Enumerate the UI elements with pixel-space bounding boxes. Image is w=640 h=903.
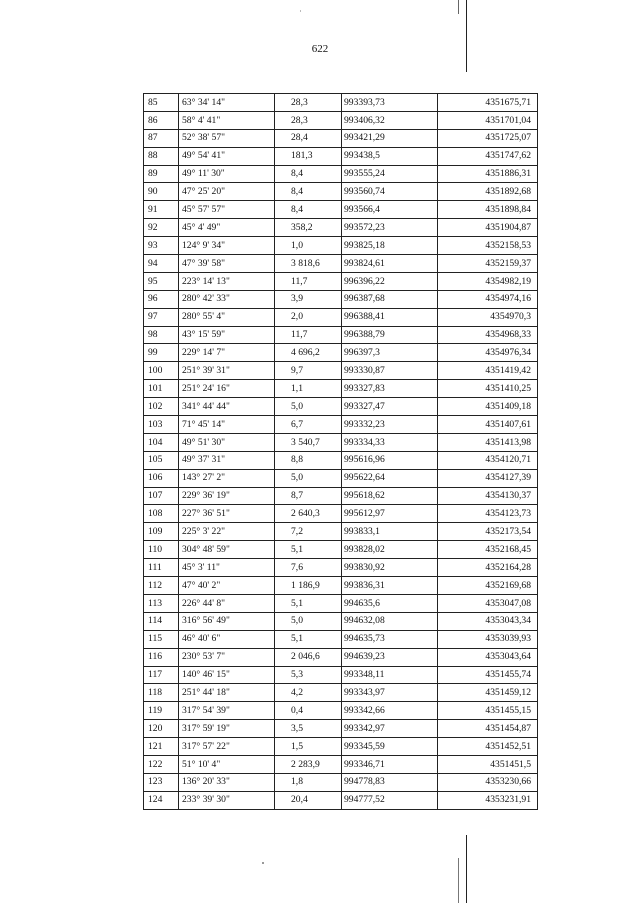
- direction-angle-cell: 49° 54' 41": [179, 147, 275, 165]
- y-coordinate-cell: 4351409,18: [438, 398, 538, 416]
- direction-angle-cell: 47° 40' 2": [179, 577, 275, 595]
- table-row: [144, 720, 538, 738]
- x-coordinate-cell: 994639,23: [342, 648, 438, 666]
- point-number-cell: 88: [144, 147, 179, 165]
- distance-cell: 1,8: [275, 773, 342, 791]
- x-coordinate-cell: 994778,83: [342, 773, 438, 791]
- distance-cell: 5,0: [275, 612, 342, 630]
- point-number-cell: 120: [144, 720, 179, 738]
- table-row: [144, 416, 538, 434]
- distance-cell: 7,6: [275, 559, 342, 577]
- x-coordinate-cell: 993566,4: [342, 201, 438, 219]
- direction-angle-cell: 49° 37' 31": [179, 451, 275, 469]
- y-coordinate-cell: 4351904,87: [438, 219, 538, 237]
- point-number-cell: 85: [144, 94, 179, 112]
- table-row: [144, 702, 538, 720]
- point-number-cell: 89: [144, 165, 179, 183]
- y-coordinate-cell: 4354970,3: [438, 308, 538, 326]
- distance-cell: 7,2: [275, 523, 342, 541]
- y-coordinate-cell: 4354123,73: [438, 505, 538, 523]
- direction-angle-cell: 251° 39' 31": [179, 362, 275, 380]
- y-coordinate-cell: 4353231,91: [438, 791, 538, 809]
- table-row: [144, 755, 538, 773]
- y-coordinate-cell: 4351455,15: [438, 702, 538, 720]
- table-row: [144, 487, 538, 505]
- direction-angle-cell: 251° 24' 16": [179, 380, 275, 398]
- point-number-cell: 123: [144, 773, 179, 791]
- scan-speck: [262, 862, 264, 864]
- distance-cell: 3 818,6: [275, 255, 342, 273]
- x-coordinate-cell: 993836,31: [342, 577, 438, 595]
- direction-angle-cell: 251° 44' 18": [179, 684, 275, 702]
- table-row: [144, 738, 538, 756]
- x-coordinate-cell: 993345,59: [342, 738, 438, 756]
- point-number-cell: 110: [144, 541, 179, 559]
- y-coordinate-cell: 4351892,68: [438, 183, 538, 201]
- direction-angle-cell: 317° 57' 22": [179, 738, 275, 756]
- x-coordinate-cell: 993327,83: [342, 380, 438, 398]
- x-coordinate-cell: 993332,23: [342, 416, 438, 434]
- x-coordinate-cell: 994777,52: [342, 791, 438, 809]
- direction-angle-cell: 49° 51' 30": [179, 433, 275, 451]
- table-row: [144, 398, 538, 416]
- distance-cell: 9,7: [275, 362, 342, 380]
- point-number-cell: 98: [144, 326, 179, 344]
- distance-cell: 5,1: [275, 594, 342, 612]
- point-number-cell: 90: [144, 183, 179, 201]
- direction-angle-cell: 280° 55' 4": [179, 308, 275, 326]
- direction-angle-cell: 63° 34' 14": [179, 94, 275, 112]
- y-coordinate-cell: 4353043,64: [438, 648, 538, 666]
- y-coordinate-cell: 4351413,98: [438, 433, 538, 451]
- x-coordinate-cell: 993342,66: [342, 702, 438, 720]
- point-number-cell: 101: [144, 380, 179, 398]
- table-row: [144, 505, 538, 523]
- table-row: [144, 541, 538, 559]
- x-coordinate-cell: 996397,3: [342, 344, 438, 362]
- distance-cell: 1,0: [275, 237, 342, 255]
- x-coordinate-cell: 993830,92: [342, 559, 438, 577]
- distance-cell: 28,4: [275, 129, 342, 147]
- distance-cell: 3,5: [275, 720, 342, 738]
- y-coordinate-cell: 4354968,33: [438, 326, 538, 344]
- point-number-cell: 122: [144, 755, 179, 773]
- x-coordinate-cell: 995618,62: [342, 487, 438, 505]
- distance-cell: 1 186,9: [275, 577, 342, 595]
- x-coordinate-cell: 995622,64: [342, 469, 438, 487]
- scan-margin-line-top: [466, 0, 467, 72]
- table-row: [144, 308, 538, 326]
- distance-cell: 5,3: [275, 666, 342, 684]
- x-coordinate-cell: 996388,41: [342, 308, 438, 326]
- x-coordinate-cell: 993555,24: [342, 165, 438, 183]
- point-number-cell: 124: [144, 791, 179, 809]
- distance-cell: 3 540,7: [275, 433, 342, 451]
- coordinates-table: [143, 93, 538, 810]
- distance-cell: 2 283,9: [275, 755, 342, 773]
- table-row: [144, 433, 538, 451]
- direction-angle-cell: 229° 36' 19": [179, 487, 275, 505]
- point-number-cell: 102: [144, 398, 179, 416]
- table-row: [144, 129, 538, 147]
- point-number-cell: 86: [144, 111, 179, 129]
- direction-angle-cell: 52° 38' 57": [179, 129, 275, 147]
- distance-cell: 0,4: [275, 702, 342, 720]
- table-row: [144, 380, 538, 398]
- point-number-cell: 118: [144, 684, 179, 702]
- x-coordinate-cell: 993438,5: [342, 147, 438, 165]
- y-coordinate-cell: 4354130,37: [438, 487, 538, 505]
- y-coordinate-cell: 4351452,51: [438, 738, 538, 756]
- point-number-cell: 108: [144, 505, 179, 523]
- distance-cell: 3,9: [275, 290, 342, 308]
- distance-cell: 1,1: [275, 380, 342, 398]
- direction-angle-cell: 47° 25' 20": [179, 183, 275, 201]
- x-coordinate-cell: 995616,96: [342, 451, 438, 469]
- x-coordinate-cell: 993421,29: [342, 129, 438, 147]
- table-row: [144, 791, 538, 809]
- distance-cell: 8,4: [275, 183, 342, 201]
- direction-angle-cell: 45° 57' 57": [179, 201, 275, 219]
- x-coordinate-cell: 996387,68: [342, 290, 438, 308]
- point-number-cell: 114: [144, 612, 179, 630]
- x-coordinate-cell: 993348,11: [342, 666, 438, 684]
- direction-angle-cell: 49° 11' 30": [179, 165, 275, 183]
- y-coordinate-cell: 4351451,5: [438, 755, 538, 773]
- table-row: [144, 666, 538, 684]
- table-row: [144, 183, 538, 201]
- table-row: [144, 255, 538, 273]
- scan-margin-line-top-faint: [458, 0, 459, 14]
- distance-cell: 8,7: [275, 487, 342, 505]
- x-coordinate-cell: 993825,18: [342, 237, 438, 255]
- point-number-cell: 113: [144, 594, 179, 612]
- x-coordinate-cell: 993330,87: [342, 362, 438, 380]
- table-row: [144, 165, 538, 183]
- point-number-cell: 104: [144, 433, 179, 451]
- y-coordinate-cell: 4354982,19: [438, 272, 538, 290]
- distance-cell: 1,5: [275, 738, 342, 756]
- distance-cell: 6,7: [275, 416, 342, 434]
- point-number-cell: 107: [144, 487, 179, 505]
- y-coordinate-cell: 4354120,71: [438, 451, 538, 469]
- distance-cell: 5,1: [275, 630, 342, 648]
- table-row: [144, 523, 538, 541]
- y-coordinate-cell: 4351410,25: [438, 380, 538, 398]
- point-number-cell: 121: [144, 738, 179, 756]
- direction-angle-cell: 229° 14' 7": [179, 344, 275, 362]
- y-coordinate-cell: 4353047,08: [438, 594, 538, 612]
- y-coordinate-cell: 4351459,12: [438, 684, 538, 702]
- table-row: [144, 469, 538, 487]
- scan-margin-line-bottom-faint: [458, 858, 459, 903]
- y-coordinate-cell: 4351675,71: [438, 94, 538, 112]
- y-coordinate-cell: 4352168,45: [438, 541, 538, 559]
- distance-cell: 8,4: [275, 201, 342, 219]
- direction-angle-cell: 46° 40' 6": [179, 630, 275, 648]
- point-number-cell: 116: [144, 648, 179, 666]
- direction-angle-cell: 233° 39' 30": [179, 791, 275, 809]
- direction-angle-cell: 317° 59' 19": [179, 720, 275, 738]
- y-coordinate-cell: 4351455,74: [438, 666, 538, 684]
- point-number-cell: 99: [144, 344, 179, 362]
- table-row: [144, 577, 538, 595]
- y-coordinate-cell: 4351747,62: [438, 147, 538, 165]
- table-row: [144, 630, 538, 648]
- direction-angle-cell: 225° 3' 22": [179, 523, 275, 541]
- y-coordinate-cell: 4352173,54: [438, 523, 538, 541]
- table-row: [144, 237, 538, 255]
- direction-angle-cell: 124° 9' 34": [179, 237, 275, 255]
- point-number-cell: 93: [144, 237, 179, 255]
- point-number-cell: 105: [144, 451, 179, 469]
- table-row: [144, 290, 538, 308]
- x-coordinate-cell: 993342,97: [342, 720, 438, 738]
- table-row: [144, 773, 538, 791]
- x-coordinate-cell: 994635,6: [342, 594, 438, 612]
- distance-cell: 28,3: [275, 111, 342, 129]
- direction-angle-cell: 43° 15' 59": [179, 326, 275, 344]
- point-number-cell: 92: [144, 219, 179, 237]
- table-row: [144, 362, 538, 380]
- y-coordinate-cell: 4352158,53: [438, 237, 538, 255]
- x-coordinate-cell: 993343,97: [342, 684, 438, 702]
- table-row: [144, 201, 538, 219]
- direction-angle-cell: 45° 3' 11": [179, 559, 275, 577]
- x-coordinate-cell: 994635,73: [342, 630, 438, 648]
- y-coordinate-cell: 4354976,34: [438, 344, 538, 362]
- scan-speck: [300, 10, 301, 12]
- page-number: 622: [311, 43, 329, 55]
- point-number-cell: 111: [144, 559, 179, 577]
- y-coordinate-cell: 4351454,87: [438, 720, 538, 738]
- direction-angle-cell: 341° 44' 44": [179, 398, 275, 416]
- table-row: [144, 344, 538, 362]
- scan-margin-line-bottom: [466, 835, 467, 903]
- direction-angle-cell: 58° 4' 41": [179, 111, 275, 129]
- point-number-cell: 119: [144, 702, 179, 720]
- distance-cell: 2 046,6: [275, 648, 342, 666]
- x-coordinate-cell: 993327,47: [342, 398, 438, 416]
- distance-cell: 5,0: [275, 398, 342, 416]
- table-row: [144, 326, 538, 344]
- y-coordinate-cell: 4351886,31: [438, 165, 538, 183]
- distance-cell: 5,0: [275, 469, 342, 487]
- table-row: [144, 594, 538, 612]
- direction-angle-cell: 226° 44' 8": [179, 594, 275, 612]
- point-number-cell: 91: [144, 201, 179, 219]
- direction-angle-cell: 230° 53' 7": [179, 648, 275, 666]
- point-number-cell: 109: [144, 523, 179, 541]
- direction-angle-cell: 45° 4' 49": [179, 219, 275, 237]
- point-number-cell: 100: [144, 362, 179, 380]
- distance-cell: 2,0: [275, 308, 342, 326]
- distance-cell: 8,8: [275, 451, 342, 469]
- direction-angle-cell: 47° 39' 58": [179, 255, 275, 273]
- distance-cell: 2 640,3: [275, 505, 342, 523]
- x-coordinate-cell: 993406,32: [342, 111, 438, 129]
- x-coordinate-cell: 993572,23: [342, 219, 438, 237]
- x-coordinate-cell: 993833,1: [342, 523, 438, 541]
- x-coordinate-cell: 993828,02: [342, 541, 438, 559]
- y-coordinate-cell: 4352169,68: [438, 577, 538, 595]
- y-coordinate-cell: 4353043,34: [438, 612, 538, 630]
- distance-cell: 4 696,2: [275, 344, 342, 362]
- y-coordinate-cell: 4351419,42: [438, 362, 538, 380]
- direction-angle-cell: 227° 36' 51": [179, 505, 275, 523]
- point-number-cell: 94: [144, 255, 179, 273]
- y-coordinate-cell: 4352164,28: [438, 559, 538, 577]
- direction-angle-cell: 304° 48' 59": [179, 541, 275, 559]
- point-number-cell: 87: [144, 129, 179, 147]
- distance-cell: 4,2: [275, 684, 342, 702]
- direction-angle-cell: 71° 45' 14": [179, 416, 275, 434]
- distance-cell: 28,3: [275, 94, 342, 112]
- table-row: [144, 111, 538, 129]
- direction-angle-cell: 143° 27' 2": [179, 469, 275, 487]
- table-row: [144, 94, 538, 112]
- direction-angle-cell: 316° 56' 49": [179, 612, 275, 630]
- distance-cell: 358,2: [275, 219, 342, 237]
- direction-angle-cell: 280° 42' 33": [179, 290, 275, 308]
- table-row: [144, 684, 538, 702]
- table-row: [144, 272, 538, 290]
- x-coordinate-cell: 993334,33: [342, 433, 438, 451]
- y-coordinate-cell: 4353230,66: [438, 773, 538, 791]
- x-coordinate-cell: 993346,71: [342, 755, 438, 773]
- y-coordinate-cell: 4353039,93: [438, 630, 538, 648]
- distance-cell: 181,3: [275, 147, 342, 165]
- point-number-cell: 117: [144, 666, 179, 684]
- point-number-cell: 112: [144, 577, 179, 595]
- x-coordinate-cell: 993393,73: [342, 94, 438, 112]
- table-row: [144, 559, 538, 577]
- x-coordinate-cell: 996396,22: [342, 272, 438, 290]
- direction-angle-cell: 136° 20' 33": [179, 773, 275, 791]
- table-row: [144, 451, 538, 469]
- x-coordinate-cell: 994632,08: [342, 612, 438, 630]
- point-number-cell: 97: [144, 308, 179, 326]
- distance-cell: 11,7: [275, 272, 342, 290]
- y-coordinate-cell: 4351898,84: [438, 201, 538, 219]
- x-coordinate-cell: 993824,61: [342, 255, 438, 273]
- point-number-cell: 95: [144, 272, 179, 290]
- y-coordinate-cell: 4354127,39: [438, 469, 538, 487]
- direction-angle-cell: 140° 46' 15": [179, 666, 275, 684]
- table-row: [144, 612, 538, 630]
- distance-cell: 20,4: [275, 791, 342, 809]
- x-coordinate-cell: 995612,97: [342, 505, 438, 523]
- point-number-cell: 96: [144, 290, 179, 308]
- table-row: [144, 147, 538, 165]
- point-number-cell: 115: [144, 630, 179, 648]
- y-coordinate-cell: 4351725,07: [438, 129, 538, 147]
- y-coordinate-cell: 4352159,37: [438, 255, 538, 273]
- point-number-cell: 106: [144, 469, 179, 487]
- coordinates-table-body: [144, 94, 538, 810]
- direction-angle-cell: 317° 54' 39": [179, 702, 275, 720]
- direction-angle-cell: 223° 14' 13": [179, 272, 275, 290]
- direction-angle-cell: 51° 10' 4": [179, 755, 275, 773]
- y-coordinate-cell: 4351701,04: [438, 111, 538, 129]
- distance-cell: 5,1: [275, 541, 342, 559]
- y-coordinate-cell: 4354974,16: [438, 290, 538, 308]
- y-coordinate-cell: 4351407,61: [438, 416, 538, 434]
- x-coordinate-cell: 993560,74: [342, 183, 438, 201]
- distance-cell: 11,7: [275, 326, 342, 344]
- point-number-cell: 103: [144, 416, 179, 434]
- distance-cell: 8,4: [275, 165, 342, 183]
- table-row: [144, 219, 538, 237]
- table-row: [144, 648, 538, 666]
- x-coordinate-cell: 996388,79: [342, 326, 438, 344]
